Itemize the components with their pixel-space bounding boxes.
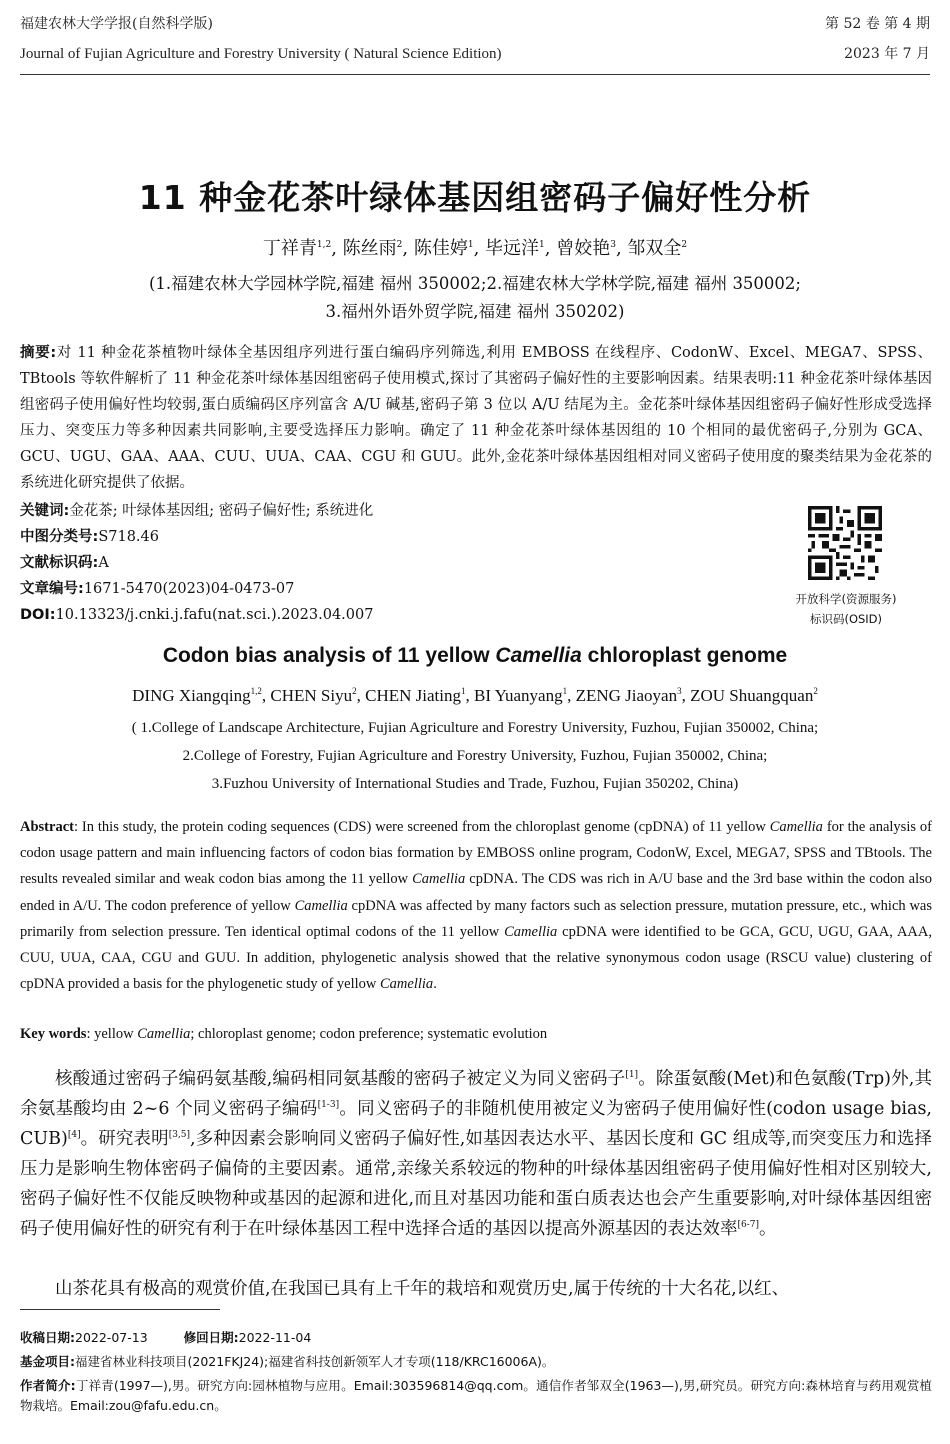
citation-ref: [6-7] <box>737 1220 760 1230</box>
clc-number <box>20 524 159 550</box>
doc-code-value: A <box>98 555 109 571</box>
author-name: 陈佳婷 <box>413 238 468 259</box>
footnote-author: 作者简介:丁祥青(1997—),男。研究方向:园林植物与应用。Email:303596814@qq.com。通信作者邹双全(1963—),男,研究员。研究方向:森林培育与药用观赏植物栽培。Email:zou@fafu.edu.cn。 <box>20 1378 933 1413</box>
author-en-name: ZOU Shuangquan <box>690 686 814 705</box>
affiliation-en-line1: ( 1.College of Landscape Architecture, Fujian Agriculture and Forestry University, Fuzhou, Fujian 350002, China; <box>131 720 819 736</box>
abstract-cn-label: 摘要: <box>20 345 57 361</box>
author-mark: 2 <box>681 240 688 250</box>
author-mark: 3 <box>610 240 616 250</box>
doi <box>20 602 373 628</box>
keywords-en: Key words: yellow Camellia; chloroplast genome; codon preference; systematic evolution <box>20 1026 548 1042</box>
journal-title-en: Journal of Fujian Agriculture and Forestry University ( Natural Science Edition) <box>20 46 502 62</box>
affiliation-cn-line2: 3.福州外语外贸学院,福建 福州 350202) <box>325 302 625 321</box>
title-en-part: Codon bias analysis of 11 yellow <box>162 644 496 667</box>
footnote-rule <box>20 1309 220 1310</box>
doi-label: DOI: <box>20 607 56 623</box>
volume-issue: 第 52 卷 第 4 期 <box>825 16 930 32</box>
body-paragraph-2: 山茶花具有极高的观赏价值,在我国已具有上千年的栽培和观赏历史,属于传统的十大名花,以红、 <box>55 1279 790 1299</box>
citation-ref: [1] <box>625 1070 639 1080</box>
author-name: 毕远洋 <box>485 238 540 259</box>
author-en-name: ZENG Jiaoyan <box>575 686 678 705</box>
qr-code-icon[interactable] <box>808 506 882 580</box>
clc-value: S718.46 <box>98 529 159 545</box>
affiliation-cn-line1: (1.福建农林大学园林学院,福建 福州 350002;2.福建农林大学林学院,福建 福州 350002; <box>149 274 801 293</box>
abstract-en-label: Abstract <box>20 819 74 835</box>
footnote-fund: 基金项目:福建省林业科技项目(2021FKJ24);福建省科技创新领军人才专项(118/KRC16006A)。 <box>20 1354 555 1369</box>
keywords-cn <box>20 498 373 524</box>
author-en-name: BI Yuanyang <box>473 686 563 705</box>
author-en-name: CHEN Siyu <box>270 686 353 705</box>
affiliation-en-line2: 2.College of Forestry, Fujian Agriculture and Forestry University, Fuzhou, Fujian 350002, China; <box>182 748 768 764</box>
author-en-name: CHEN Jiating <box>365 686 461 705</box>
qr-caption-2: 标识码(OSID) <box>809 612 883 626</box>
author-name: 邹双全 <box>627 238 682 259</box>
title-en-part: chloroplast genome <box>581 644 788 667</box>
doc-code-label: 文献标识码: <box>20 555 99 571</box>
author-mark: 2 <box>813 686 818 696</box>
citation-ref: [3,5] <box>168 1130 191 1140</box>
article-number-label: 文章编号: <box>20 581 84 597</box>
keywords-cn-value: 金花茶; 叶绿体基因组; 密码子偏好性; 系统进化 <box>69 503 374 519</box>
qr-caption-1: 开放科学(资源服务) <box>795 592 897 606</box>
keywords-en-label: Key words <box>20 1026 87 1042</box>
author-mark: 2 <box>352 686 357 696</box>
author-name: 陈丝雨 <box>342 238 397 259</box>
paper-title-en <box>0 644 950 668</box>
article-number <box>20 576 294 602</box>
author-mark: 2 <box>396 240 403 250</box>
author-en-name: DING Xiangqing <box>132 686 251 705</box>
author-mark: 1 <box>467 240 474 250</box>
abstract-cn-text: 对 11 种金花茶植物叶绿体全基因组序列进行蛋白编码序列筛选,利用 EMBOSS 在线程序、CodonW、Excel、MEGA7、SPSS、TBtools 等软件解析了 11 种金花茶叶绿体基因组密码子使用模式,探讨了其密码子偏好性的主要影响因素。结果表明:11 种金花茶叶绿体基因组密码子使用偏好性均较弱,蛋白质编码区序列富含 A/U 碱基,密码子第 3 位以 A/U 结尾为主。金花茶叶绿体基因组密码子偏好性形成受选择压力、突变压力等多种因素共同影响,主要受选择压力影响。确定了 11 种金花茶叶绿体基因组的 10 个相同的最优密码子,分别为 GCA、GCU、UGU、GAA、AAA、CUU、UUA、CAA、CGU 和 GUU。此外,金花茶叶绿体基因组相对同义密码子使用度的聚类结果为金花茶的系统进化研究提供了依据。 <box>20 345 932 491</box>
body-paragraph-1: 核酸通过密码子编码氨基酸,编码相同氨基酸的密码子被定义为同义密码子[1]。除蛋氨酸(Met)和色氨酸(Trp)外,其余氨基酸均由 2~6 个同义密码子编码[1-3]。同义密码子的非随机使用被定义为密码子使用偏好性(codon usage bias, CUB)[4]。研究表明[3,5],多种因素会影响同义密码子偏好性,如基因表达水平、基因长度和 GC 组成等,而突变压力和选择压力是影响生物体密码子偏倚的主要因素。通常,亲缘关系较远的物种的叶绿体基因组密码子使用偏好性相对区别较大,密码子偏好性不仅能反映物种或基因的起源和进化,而且对基因功能和蛋白质表达也会产生重要影响,对叶绿体基因组密码子使用偏好性的研究有利于在叶绿体基因工程中选择合适的基因以提高外源基因的表达效率[6-7]。 <box>20 1069 933 1239</box>
author-mark: 1 <box>539 240 545 250</box>
doi-value: 10.13323/j.cnki.j.fafu(nat.sci.).2023.04.007 <box>55 607 374 623</box>
publication-date: 2023 年 7 月 <box>844 46 930 62</box>
author-mark: 1,2 <box>250 686 262 696</box>
author-name: 丁祥青 <box>262 238 317 259</box>
author-name: 曾姣艳 <box>556 238 611 259</box>
keywords-cn-label: 关键词: <box>20 503 70 519</box>
citation-ref: [1-3] <box>317 1100 340 1110</box>
title-en-genus: Camellia <box>495 644 582 667</box>
clc-label: 中图分类号: <box>20 529 99 545</box>
author-mark: 1 <box>562 686 568 696</box>
authors-en: DING Xiangqing$^{1,2}$, CHEN Siyu$^2$, CHEN Jiating$^1$, BI Yuanyang$^1$, ZENG Jiaoyan$^3$, ZOU Shuangquan$^2$ <box>132 686 818 705</box>
header-rule <box>20 74 930 75</box>
abstract-en: Abstract: In this study, the protein coding sequences (CDS) were screened from the chloroplast genome (cpDNA) of 11 yellow Camellia for the analysis of codon usage pattern and main influencing factors of codon bias formation by EMBOSS online program, CodonW, Excel, MEGA7, SPSS and TBtools. The results revealed similar and weak codon bias among the 11 yellow Camellia cpDNA. The CDS was rich in A/U base and the 3rd base within the codon also ended in A/U. The codon preference of yellow Camellia cpDNA was affected by many factors such as selection pressure, mutation pressure, etc., which was primarily from selection pressure. Ten identical optimal codons of the 11 yellow Camellia cpDNA were identified to be GCA, GCU, UGU, GAA, AAA, CUU, UUA, CAA, CGU and GUU. In addition, phylogenetic analysis showed that the relative synonymous codon usage (RSCU value) clustering of cpDNA provided a basis for the phylogenetic study of yellow Camellia. <box>20 819 933 993</box>
affiliation-en-line3: 3.Fuzhou University of International Studies and Trade, Fuzhou, Fujian 350202, China) <box>211 776 739 792</box>
abstract-cn <box>20 340 932 496</box>
authors-cn: 丁祥青$^{1,2}$, 陈丝雨$^2$, 陈佳婷$^1$, 毕远洋$^1$, 曾姣艳$^3$, 邹双全$^2$ <box>262 238 688 259</box>
journal-title-cn: 福建农林大学学报(自然科学版) <box>20 16 213 32</box>
document-code <box>20 550 109 576</box>
author-mark: 1,2 <box>316 240 332 250</box>
author-mark: 3 <box>677 686 682 696</box>
citation-ref: [4] <box>67 1130 81 1140</box>
author-mark: 1 <box>460 686 466 696</box>
paper-title-cn: 11 种金花茶叶绿体基因组密码子偏好性分析 <box>138 178 812 217</box>
article-number-value: 1671-5470(2023)04-0473-07 <box>83 581 295 597</box>
footnote-dates: 收稿日期:2022-07-13 修回日期:2022-11-04 <box>20 1330 312 1345</box>
